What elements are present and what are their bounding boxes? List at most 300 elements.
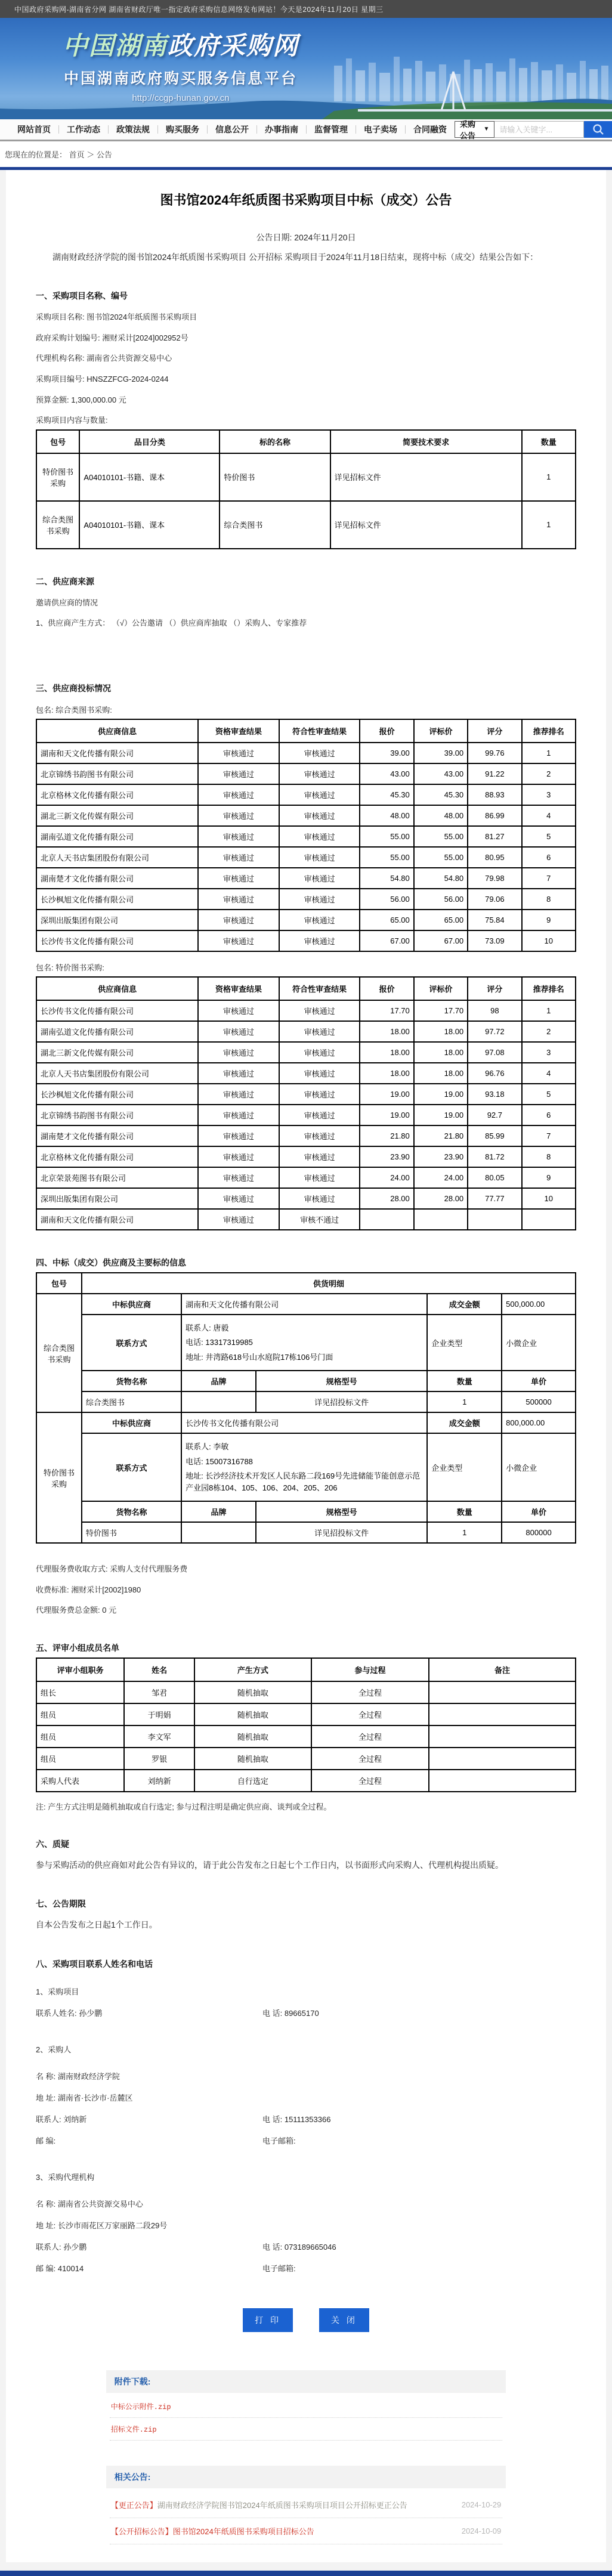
supplier-cell: 长沙传书文化传播有限公司 bbox=[36, 930, 198, 951]
eval-price-cell: 28.00 bbox=[414, 1188, 468, 1209]
score-cell: 81.72 bbox=[468, 1146, 521, 1167]
price-cell bbox=[360, 1209, 413, 1230]
goods-header-row bbox=[36, 1371, 576, 1391]
search-category-value: 采购公告 bbox=[460, 120, 476, 140]
bid-row bbox=[36, 743, 576, 763]
eval-price-cell: 39.00 bbox=[414, 743, 468, 763]
search-area bbox=[455, 121, 612, 138]
qualification-cell: 审核通过 bbox=[198, 868, 279, 889]
col-supplier: 供应商信息 bbox=[36, 719, 198, 743]
score-cell: 86.99 bbox=[468, 805, 521, 826]
award-contact-row bbox=[36, 1433, 576, 1501]
qualification-cell: 审核通过 bbox=[198, 1000, 279, 1021]
review-panel-table bbox=[36, 1657, 576, 1792]
bid-row bbox=[36, 930, 576, 951]
award-contact-row bbox=[36, 1315, 576, 1371]
role-cell: 组长 bbox=[36, 1681, 124, 1703]
col-goods-name: 货物名称 bbox=[82, 1501, 181, 1522]
contact-row bbox=[36, 2219, 576, 2231]
contact-left: 联系人: 刘纳新 bbox=[36, 2114, 87, 2124]
related-header: 相关公告: bbox=[106, 2466, 506, 2488]
eval-price-cell: 17.70 bbox=[414, 1000, 468, 1021]
price-cell: 24.00 bbox=[360, 1167, 413, 1188]
contact-left: 地 址: 长沙市雨花区万家丽路二段29号 bbox=[36, 2221, 168, 2230]
col-spec: 规格型号 bbox=[256, 1371, 427, 1391]
contact-line: 联系人: 唐毅 bbox=[186, 1323, 229, 1332]
supplier-cell: 湖南楚才文化传播有限公司 bbox=[36, 1125, 198, 1146]
top-bar-text: 中国政府采购网-湖南省分网 湖南省财政厅唯一指定政府采购信息网络发布网站！今天是2024年11月20日 星期三 bbox=[14, 5, 384, 14]
nav-item[interactable]: 办事指南 bbox=[257, 125, 307, 134]
contact-row bbox=[36, 2113, 576, 2124]
page-footer-bar bbox=[0, 2571, 612, 2576]
bid-row bbox=[36, 763, 576, 784]
rank-cell: 8 bbox=[522, 1146, 576, 1167]
conformity-cell: 审核通过 bbox=[279, 1063, 360, 1084]
contact-right: 电 话: 073189665046 bbox=[262, 2242, 336, 2252]
panel-member-row bbox=[36, 1681, 576, 1703]
enterprise-type-label: 企业类型 bbox=[427, 1315, 502, 1371]
announcement-title-link: 湖南财政经济学院图书馆2024年纸质图书采购项目项目公开招标更正公告 bbox=[157, 2500, 407, 2510]
nav-item[interactable]: 合同融资 bbox=[413, 125, 447, 134]
eval-price-cell: 48.00 bbox=[414, 805, 468, 826]
panel-member-row bbox=[36, 1748, 576, 1770]
bid-row bbox=[36, 868, 576, 889]
bid-row bbox=[36, 784, 576, 805]
action-buttons bbox=[36, 2308, 576, 2332]
related-list bbox=[106, 2488, 506, 2544]
rank-cell: 4 bbox=[522, 1063, 576, 1084]
price-cell: 48.00 bbox=[360, 805, 413, 826]
price-cell: 18.00 bbox=[360, 1063, 413, 1084]
winner-supplier-cell: 湖南和天文化传播有限公司 bbox=[181, 1294, 427, 1315]
nav-item[interactable]: 网站首页 bbox=[10, 125, 59, 134]
requirements-cell: 详见招标文件 bbox=[330, 453, 522, 501]
attachment-file-link[interactable]: 中标公示附件.zip bbox=[110, 2395, 502, 2418]
eval-price-cell: 18.00 bbox=[414, 1021, 468, 1042]
col-goods-name: 货物名称 bbox=[82, 1371, 181, 1391]
supplier-cell: 北京格林文化传播有限公司 bbox=[36, 1146, 198, 1167]
contact-row bbox=[36, 2241, 576, 2252]
contact-line: 地址: 井湾路618号山水庭院17栋106号门面 bbox=[186, 1352, 333, 1362]
package2-label: 包名: 特价图书采购: bbox=[36, 963, 104, 972]
goods-name-cell: 特价图书 bbox=[82, 1522, 181, 1543]
role-cell: 组员 bbox=[36, 1748, 124, 1770]
qualification-cell: 审核通过 bbox=[198, 1042, 279, 1063]
search-category-select[interactable] bbox=[455, 121, 494, 138]
score-cell bbox=[468, 1209, 521, 1230]
method-cell: 自行选定 bbox=[194, 1770, 311, 1792]
score-cell: 92.7 bbox=[468, 1105, 521, 1125]
supplier-cell: 湖北三新文化传媒有限公司 bbox=[36, 805, 198, 826]
score-cell: 96.76 bbox=[468, 1063, 521, 1084]
bid-row bbox=[36, 805, 576, 826]
col-qty: 数量 bbox=[427, 1371, 502, 1391]
fee-line: 代理服务费收取方式: 采购人支付代理服务费 bbox=[36, 1564, 188, 1574]
site-logo bbox=[63, 26, 299, 103]
price-cell: 23.90 bbox=[360, 1146, 413, 1167]
price-cell: 43.00 bbox=[360, 763, 413, 784]
rank-cell: 9 bbox=[522, 1167, 576, 1188]
table-header-row bbox=[36, 977, 576, 1000]
supplier-invite-line: 邀请供应商的情况 bbox=[36, 598, 98, 607]
contact-left: 联系人姓名: 孙少鹏 bbox=[36, 2008, 103, 2018]
col-role: 评审小组职务 bbox=[36, 1658, 124, 1681]
contact-row bbox=[36, 2135, 576, 2146]
conformity-cell: 审核通过 bbox=[279, 743, 360, 763]
field-line: 采购项目内容与数量: bbox=[36, 416, 108, 425]
enterprise-type-cell: 小微企业 bbox=[502, 1315, 576, 1371]
main-navigation-bar bbox=[0, 119, 612, 141]
table-header-row bbox=[36, 1273, 576, 1294]
qualification-cell: 审核通过 bbox=[198, 930, 279, 951]
enterprise-type-label: 企业类型 bbox=[427, 1433, 502, 1501]
bid-row bbox=[36, 1021, 576, 1042]
rank-cell: 3 bbox=[522, 784, 576, 805]
qualification-cell: 审核通过 bbox=[198, 1146, 279, 1167]
supplier-cell: 湖北三新文化传媒有限公司 bbox=[36, 1042, 198, 1063]
price-cell: 55.00 bbox=[360, 826, 413, 847]
score-cell: 73.09 bbox=[468, 930, 521, 951]
supplier-cell: 北京锦绣书韵图书有限公司 bbox=[36, 763, 198, 784]
col-package: 包号 bbox=[36, 1273, 82, 1294]
section4-heading: 四、中标（成交）供应商及主要标的信息 bbox=[36, 1257, 186, 1267]
supplier-cell: 北京人天书店集团股份有限公司 bbox=[36, 1063, 198, 1084]
conformity-cell: 审核通过 bbox=[279, 1084, 360, 1105]
contact-line: 地址: 长沙经济技术开发区人民东路二段169号先进储能节能创意示范产业园8栋104、105、106、204、205、206 bbox=[186, 1471, 421, 1492]
nav-item[interactable]: 工作动态 bbox=[59, 125, 109, 134]
search-button[interactable] bbox=[584, 121, 612, 138]
process-cell: 全过程 bbox=[311, 1703, 429, 1725]
amount-cell: 500,000.00 bbox=[502, 1294, 576, 1315]
rank-cell: 2 bbox=[522, 763, 576, 784]
eval-price-cell: 23.90 bbox=[414, 1146, 468, 1167]
score-cell: 79.98 bbox=[468, 868, 521, 889]
contact-block3-title: 3、采购代理机构 bbox=[36, 2172, 95, 2182]
eval-price-cell: 65.00 bbox=[414, 910, 468, 930]
announcement-date-line: 公告日期: 2024年11月20日 bbox=[256, 233, 356, 242]
price-cell: 65.00 bbox=[360, 910, 413, 930]
bid-table-general-books bbox=[36, 719, 576, 952]
conformity-cell: 审核通过 bbox=[279, 847, 360, 868]
eval-price-cell: 18.00 bbox=[414, 1042, 468, 1063]
conformity-cell: 审核通过 bbox=[279, 784, 360, 805]
section7-heading: 七、公告期限 bbox=[36, 1899, 86, 1909]
conformity-cell: 审核通过 bbox=[279, 826, 360, 847]
page-title: 图书馆2024年纸质图书采购项目中标（成交）公告 bbox=[160, 193, 452, 208]
section6-heading: 六、质疑 bbox=[36, 1839, 69, 1849]
section1-heading: 一、采购项目名称、编号 bbox=[36, 291, 128, 301]
rank-cell: 1 bbox=[522, 1000, 576, 1021]
col-score: 评分 bbox=[468, 977, 521, 1000]
bid-table-special-books bbox=[36, 976, 576, 1230]
search-input[interactable] bbox=[494, 121, 584, 138]
chevron-down-icon: ▼ bbox=[483, 126, 490, 132]
price-cell: 54.80 bbox=[360, 868, 413, 889]
supplier-cell: 深圳出版集团有限公司 bbox=[36, 910, 198, 930]
remark-cell bbox=[429, 1748, 576, 1770]
section5-heading: 五、评审小组成员名单 bbox=[36, 1643, 119, 1653]
score-cell: 79.06 bbox=[468, 889, 521, 910]
supplier-cell: 湖南和天文化传播有限公司 bbox=[36, 743, 198, 763]
panel-member-row bbox=[36, 1725, 576, 1748]
search-icon bbox=[592, 123, 605, 136]
price-cell: 56.00 bbox=[360, 889, 413, 910]
col-qty: 数量 bbox=[427, 1501, 502, 1522]
score-cell: 97.08 bbox=[468, 1042, 521, 1063]
qualification-cell: 审核通过 bbox=[198, 847, 279, 868]
role-cell: 组员 bbox=[36, 1725, 124, 1748]
contact-right: 电子邮箱: bbox=[262, 2263, 296, 2273]
qualification-cell: 审核通过 bbox=[198, 826, 279, 847]
supplier-cell: 长沙枫旭文化传播有限公司 bbox=[36, 889, 198, 910]
attachments-header: 附件下载: bbox=[106, 2370, 506, 2393]
nav-item[interactable]: 购买服务 bbox=[158, 125, 208, 134]
eval-price-cell: 19.00 bbox=[414, 1105, 468, 1125]
related-announcement-item[interactable] bbox=[110, 2518, 502, 2544]
site-logo-subtitle: 中国湖南政府购买服务信息平台 bbox=[64, 70, 298, 87]
package-cell: 特价图书采购 bbox=[36, 453, 79, 501]
supplier-cell: 北京荣景苑图书有限公司 bbox=[36, 1167, 198, 1188]
panel-member-row bbox=[36, 1703, 576, 1725]
award-winner-row bbox=[36, 1294, 576, 1315]
qualification-cell: 审核通过 bbox=[198, 1167, 279, 1188]
col-supply-detail: 供货明细 bbox=[82, 1273, 576, 1294]
supplier-cell: 深圳出版集团有限公司 bbox=[36, 1188, 198, 1209]
enterprise-type-cell: 小微企业 bbox=[502, 1433, 576, 1501]
qualification-cell: 审核通过 bbox=[198, 805, 279, 826]
process-cell: 全过程 bbox=[311, 1770, 429, 1792]
field-line: 预算金额: 1,300,000.00 元 bbox=[36, 395, 126, 404]
section1-fields bbox=[36, 312, 576, 425]
contact-line: 电话: 15007316788 bbox=[186, 1456, 253, 1466]
supplier-cell: 湖南楚才文化传播有限公司 bbox=[36, 868, 198, 889]
nav-item[interactable]: 电子卖场 bbox=[356, 125, 406, 134]
qualification-cell: 审核通过 bbox=[198, 784, 279, 805]
contact-cell bbox=[181, 1433, 427, 1501]
bid-row bbox=[36, 1125, 576, 1146]
project-items-table bbox=[36, 429, 576, 549]
contact-left: 地 址: 湖南省·长沙市·岳麓区 bbox=[36, 2093, 133, 2102]
qualification-cell: 审核通过 bbox=[198, 910, 279, 930]
contact-left: 联系人: 孙少鹏 bbox=[36, 2242, 87, 2252]
unit-price-cell: 800000 bbox=[502, 1522, 576, 1543]
col-brand: 品牌 bbox=[181, 1501, 256, 1522]
score-cell: 77.77 bbox=[468, 1188, 521, 1209]
price-cell: 19.00 bbox=[360, 1084, 413, 1105]
related-announcement-item[interactable] bbox=[110, 2492, 502, 2518]
col-qualification: 资格审查结果 bbox=[198, 719, 279, 743]
method-cell: 随机抽取 bbox=[194, 1748, 311, 1770]
contact-lines bbox=[186, 1441, 423, 1493]
rank-cell: 8 bbox=[522, 889, 576, 910]
breadcrumb-current[interactable]: 公告 bbox=[96, 150, 112, 159]
contact-line: 电话: 13317319985 bbox=[186, 1338, 253, 1347]
supplier-cell: 北京格林文化传播有限公司 bbox=[36, 784, 198, 805]
rank-cell: 4 bbox=[522, 805, 576, 826]
goods-name-cell: 综合类图书 bbox=[82, 1391, 181, 1412]
qualification-cell: 审核通过 bbox=[198, 889, 279, 910]
package1-label: 包名: 综合类图书采购: bbox=[36, 705, 112, 715]
brand-cell bbox=[181, 1391, 256, 1412]
price-cell: 39.00 bbox=[360, 743, 413, 763]
table-header-row bbox=[36, 430, 576, 453]
conformity-cell: 审核通过 bbox=[279, 889, 360, 910]
rank-cell: 2 bbox=[522, 1021, 576, 1042]
supplier-method-line: 1、供应商产生方式： （√）公告邀请 （）供应商库抽取 （）采购人、专家推荐 bbox=[36, 619, 307, 628]
site-logo-title bbox=[63, 26, 299, 62]
col-requirements: 简要技术要求 bbox=[330, 430, 522, 453]
rank-cell: 3 bbox=[522, 1042, 576, 1063]
col-rank: 推荐排名 bbox=[522, 719, 576, 743]
field-line: 采购项目编号: HNSZZFCG-2024-0244 bbox=[36, 375, 169, 384]
qualification-cell: 审核通过 bbox=[198, 1063, 279, 1084]
price-cell: 17.70 bbox=[360, 1000, 413, 1021]
breadcrumb-home-link[interactable]: 首页 bbox=[69, 150, 85, 159]
rank-cell: 9 bbox=[522, 910, 576, 930]
col-process: 参与过程 bbox=[311, 1658, 429, 1681]
requirements-cell: 详见招标文件 bbox=[330, 501, 522, 549]
logo-plain-part: 政府采购网 bbox=[168, 32, 299, 60]
col-conformity: 符合性审查结果 bbox=[279, 719, 360, 743]
attachment-file-link[interactable]: 招标文件.zip bbox=[110, 2418, 502, 2441]
qualification-cell: 审核通过 bbox=[198, 1021, 279, 1042]
fee-line: 代理服务费总金额: 0 元 bbox=[36, 1606, 117, 1615]
breadcrumb-prefix: 您现在的位置是： bbox=[5, 150, 67, 159]
contact-cell bbox=[181, 1315, 427, 1371]
col-subject: 标的名称 bbox=[220, 430, 330, 453]
attachment-list bbox=[106, 2393, 506, 2441]
announcement-content bbox=[6, 170, 606, 2562]
remark-cell bbox=[429, 1681, 576, 1703]
quantity-cell: 1 bbox=[522, 501, 576, 549]
qualification-cell: 审核通过 bbox=[198, 763, 279, 784]
breadcrumb-separator: ＞ bbox=[86, 150, 95, 159]
qualification-cell: 审核通过 bbox=[198, 1209, 279, 1230]
price-cell: 67.00 bbox=[360, 930, 413, 951]
winner-label: 中标供应商 bbox=[82, 1294, 181, 1315]
score-cell: 85.99 bbox=[468, 1125, 521, 1146]
process-cell: 全过程 bbox=[311, 1681, 429, 1703]
contact-line: 联系人: 李敏 bbox=[186, 1442, 229, 1452]
name-cell: 邹君 bbox=[124, 1681, 194, 1703]
contact-left: 名 称: 湖南财政经济学院 bbox=[36, 2071, 120, 2081]
contact-label: 联系方式 bbox=[82, 1433, 181, 1501]
conformity-cell: 审核通过 bbox=[279, 1146, 360, 1167]
table-header-row bbox=[36, 1658, 576, 1681]
goods-row bbox=[36, 1522, 576, 1543]
col-quantity: 数量 bbox=[522, 430, 576, 453]
contact-block2-title: 2、采购人 bbox=[36, 2045, 72, 2054]
logo-calligraphy-part: 中国湖南 bbox=[63, 32, 168, 60]
score-cell: 97.72 bbox=[468, 1021, 521, 1042]
bid-row bbox=[36, 1188, 576, 1209]
supplier-cell: 长沙枫旭文化传播有限公司 bbox=[36, 1084, 198, 1105]
section3-heading: 三、供应商投标情况 bbox=[36, 683, 111, 693]
nav-item[interactable]: 信息公开 bbox=[208, 125, 257, 134]
period-text: 自本公告发布之日起1个工作日。 bbox=[36, 1920, 157, 1930]
rank-cell: 6 bbox=[522, 1105, 576, 1125]
award-table bbox=[36, 1272, 576, 1544]
spec-cell: 详见招投标文件 bbox=[256, 1522, 427, 1543]
site-banner bbox=[0, 18, 612, 119]
qualification-cell: 审核通过 bbox=[198, 1188, 279, 1209]
col-price: 报价 bbox=[360, 977, 413, 1000]
method-cell: 随机抽取 bbox=[194, 1725, 311, 1748]
rank-cell: 5 bbox=[522, 826, 576, 847]
announcement-title-link: 图书馆2024年纸质图书采购项目招标公告 bbox=[172, 2526, 314, 2536]
supplier-cell: 北京锦绣书韵图书有限公司 bbox=[36, 1105, 198, 1125]
supplier-cell: 湖南弘道文化传播有限公司 bbox=[36, 1021, 198, 1042]
col-rank: 推荐排名 bbox=[522, 977, 576, 1000]
rank-cell: 1 bbox=[522, 743, 576, 763]
price-cell: 21.80 bbox=[360, 1125, 413, 1146]
method-cell: 随机抽取 bbox=[194, 1703, 311, 1725]
qty-cell: 1 bbox=[427, 1522, 502, 1543]
contact-row bbox=[36, 2007, 576, 2018]
score-cell: 98 bbox=[468, 1000, 521, 1021]
supplier-cell: 湖南和天文化传播有限公司 bbox=[36, 1209, 198, 1230]
related-announcements-box bbox=[106, 2466, 506, 2544]
contact-right: 电 话: 89665170 bbox=[262, 2008, 319, 2018]
conformity-cell: 审核通过 bbox=[279, 805, 360, 826]
col-unit-price: 单价 bbox=[502, 1371, 576, 1391]
contact-row bbox=[36, 2262, 576, 2274]
eval-price-cell: 56.00 bbox=[414, 889, 468, 910]
col-unit-price: 单价 bbox=[502, 1501, 576, 1522]
conformity-cell: 审核通过 bbox=[279, 1167, 360, 1188]
announcement-type-label: 【公开招标公告】 bbox=[110, 2526, 173, 2536]
contact-label: 联系方式 bbox=[82, 1315, 181, 1371]
rank-cell bbox=[522, 1209, 576, 1230]
role-cell: 采购人代表 bbox=[36, 1770, 124, 1792]
contact-left: 邮 编: 410014 bbox=[36, 2263, 84, 2273]
eval-price-cell: 45.30 bbox=[414, 784, 468, 805]
conformity-cell: 审核通过 bbox=[279, 1188, 360, 1209]
supplier-cell: 湖南弘道文化传播有限公司 bbox=[36, 826, 198, 847]
col-conformity: 符合性审查结果 bbox=[279, 977, 360, 1000]
amount-cell: 800,000.00 bbox=[502, 1412, 576, 1433]
col-price: 报价 bbox=[360, 719, 413, 743]
print-button[interactable]: 打 印 bbox=[243, 2308, 293, 2332]
contact-row bbox=[36, 2198, 576, 2209]
bid-row bbox=[36, 826, 576, 847]
eval-price-cell bbox=[414, 1209, 468, 1230]
price-cell: 18.00 bbox=[360, 1021, 413, 1042]
package-cell: 特价图书采购 bbox=[36, 1412, 82, 1543]
remark-cell bbox=[429, 1770, 576, 1792]
eval-price-cell: 21.80 bbox=[414, 1125, 468, 1146]
bid-row bbox=[36, 1209, 576, 1230]
attachments-box bbox=[106, 2370, 506, 2441]
method-cell: 随机抽取 bbox=[194, 1681, 311, 1703]
amount-label: 成交金额 bbox=[427, 1412, 502, 1433]
fee-line: 收费标准: 湘财采计[2002]1980 bbox=[36, 1585, 141, 1594]
bid-row bbox=[36, 910, 576, 930]
score-cell: 99.76 bbox=[468, 743, 521, 763]
eval-price-cell: 54.80 bbox=[414, 868, 468, 889]
award-winner-row bbox=[36, 1412, 576, 1433]
close-button[interactable]: 关 闭 bbox=[319, 2308, 369, 2332]
field-line: 采购项目名称: 图书馆2024年纸质图书采购项目 bbox=[36, 313, 197, 322]
table-row bbox=[36, 501, 576, 549]
nav-item[interactable]: 监督管理 bbox=[307, 125, 356, 134]
site-logo-url: http://ccgp-hunan.gov.cn bbox=[132, 93, 230, 103]
col-brand: 品牌 bbox=[181, 1371, 256, 1391]
breadcrumb bbox=[0, 141, 612, 167]
name-cell: 李文军 bbox=[124, 1725, 194, 1748]
eval-price-cell: 18.00 bbox=[414, 1063, 468, 1084]
nav-item[interactable]: 政策法规 bbox=[109, 125, 158, 134]
